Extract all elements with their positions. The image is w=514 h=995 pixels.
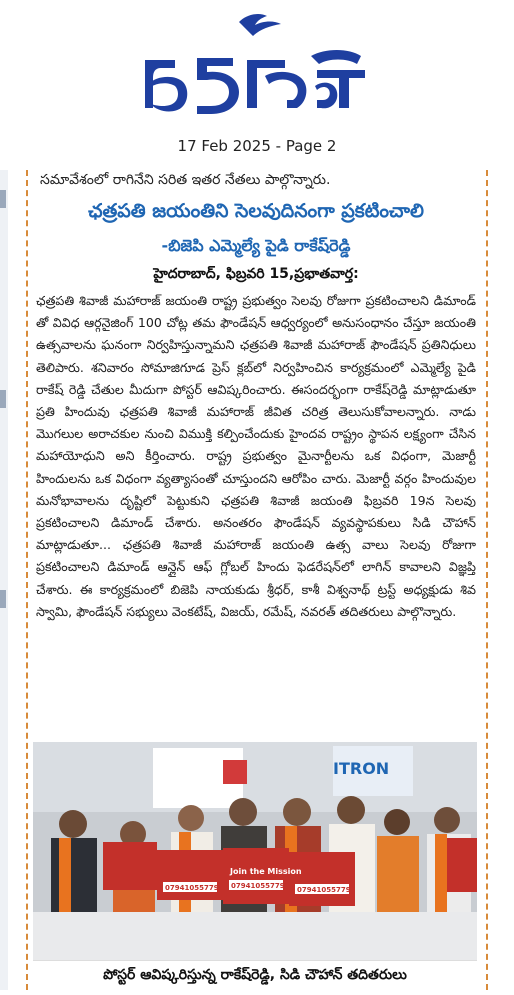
edge-mark	[0, 590, 6, 608]
poster-phone: 07941055779	[297, 886, 351, 894]
poster-title: Join the Mission	[230, 867, 302, 876]
edge-mark	[0, 390, 6, 408]
adjacent-page-edge	[0, 170, 8, 990]
poster-phone: 07941055779	[231, 882, 285, 890]
article-paragraph: ఛత్రపతి శివాజీ మహారాజ్ జయంతి రాష్ట్ర ప్రభుత్వం సెలవు రోజుగా ప్రకటించాలని డిమాండ్ తో వివిధ ఆర్గనైజింగ్ 100 చోట్ల తమ ఫౌండేషన్ ఆధ్వర్యంలో అనుసంధానం చేస్తూ జయంతి ఉత్సవాలను ఘనంగా నిర్వహిస్తున్నామని ఛత్రపతి శివాజీ మహారాజ్ ఫౌండేషన్ ప్రతినిధులు తెలిపారు. శనివారం సోమాజిగూడ ప్రెస్ క్లబ్‌లో నిర్వహించిన కార్యక్రమంలో ఎమ్మెల్యే పైడి రాకేష్ రెడ్డి చేతుల మీదుగా పోస్టర్ ఆవిష్కరించారు. ఈసందర్భంగా రాకేష్‌రెడ్డి మాట్లాడుతూ ప్రతి హిందువు ఛత్రపతి శివాజీ మహారాజ్ జీవిత చరిత్ర తెలుసుకోవాలన్నారు. నాడు మొగలుల అరాచకుల నుంచి విముక్తి కల్పించేందుకు హైందవ రాష్ట్రం స్థాపన లక్ష్యంగా చేసిన మహాయోధుని అని కీర్తించారు. రాష్ట్ర ప్రభుత్వం మైనార్టీలను ఒక విధంగా, మెజార్టీ హిందులను ఒక విధంగా వ్యత్యాసంతో చూస్తుందని ఆరోపిం చారు. మెజార్టీ వర్గం హిందువుల మనోభావాలను దృష్టిలో పెట్టుకుని ఛత్రపతి శివాజీ జయంతి ఫిబ్రవరి 19న సెలవు ప్రకటించాలని డిమాండ్ చేశారు. అనంతరం ఫౌండేషన్ వ్యవస్థాపకులు సిడి చౌహాన్ మాట్లాడుతూ... ఛత్రపతి శివాజీ మహారాజ్ జయంతి ఉత్స వాలు సెలవు రోజుగా ప్రకటించాలని డిమాండ్ ఆన్లైన్ ఆఫ్ గ్లోబల్ హిందు ఫెడరేషన్‌లో లాగిన్ కావాలని విజ్ఞప్తి చేశారు. ఈ కార్యక్రమంలో బిజెపి నాయకుడు శ్రీధర్, కాశీ విశ్వనాథ్ ట్రస్ట్ అధ్యక్షుడు శివ స్వామి, ఫౌండేషన్ సభ్యులు వెంకటేష్, విజయ్, రమేష్, నవరత్ తదితరులు పాల్గొన్నారు.	[36, 293, 476, 619]
dateline: 17 Feb 2025 - Page 2	[177, 137, 337, 155]
backdrop-banner-text: ITRON	[333, 759, 390, 778]
article-body	[36, 290, 476, 623]
news-photo	[33, 742, 477, 960]
article-subhead: -బిజెపి ఎమ్మెల్యే పైడి రాకేష్‌రెడ్డి	[161, 236, 351, 255]
poster-phone: 07941055779	[165, 884, 219, 892]
photo-caption: పోస్టర్ ఆవిష్కరిస్తున్న రాకేష్‌రెడ్డి, సిడి చౌహాన్ తదితరులు	[33, 960, 477, 989]
edge-mark	[0, 190, 6, 208]
previous-article-line: సమావేశంలో రాగినేని సరిత ఇతర నేతలు పాల్గొన్నారు.	[40, 172, 331, 188]
bird-icon	[239, 14, 281, 36]
photo-illustration	[33, 742, 477, 960]
masthead	[0, 0, 514, 130]
article-left-border	[26, 170, 28, 990]
newspaper-logo	[135, 8, 385, 118]
article-byline: హైదరాబాద్, ఫిబ్రవరి 15,ప్రభాతవార్త:	[153, 266, 359, 282]
article-headline: ఛత్రపతి జయంతిని సెలవుదినంగా ప్రకటించాలి	[88, 200, 424, 222]
article-right-border	[486, 170, 488, 990]
